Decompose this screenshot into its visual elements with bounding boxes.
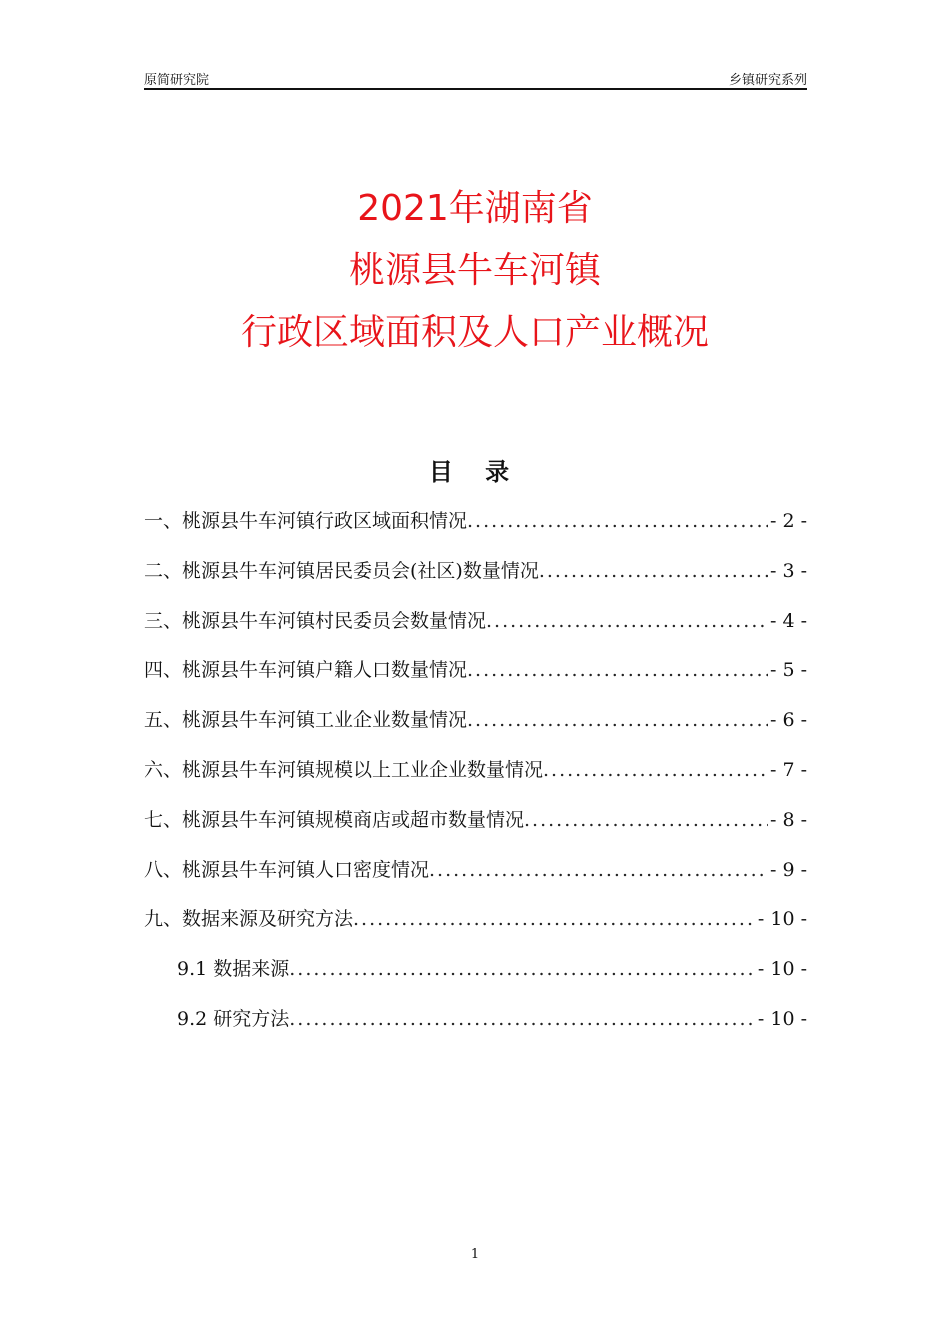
dot-leader bbox=[467, 659, 768, 681]
toc-entry[interactable] bbox=[144, 606, 807, 656]
dot-leader bbox=[353, 908, 756, 930]
toc-page: - 4 - bbox=[769, 609, 807, 632]
toc-label: 九、数据来源及研究方法 bbox=[144, 908, 354, 931]
toc-page: - 10 - bbox=[757, 1007, 807, 1030]
toc-page: - 2 - bbox=[769, 510, 807, 532]
toc-label: 四、桃源县牛车河镇户籍人口数量情况 bbox=[144, 659, 468, 682]
toc-entry[interactable] bbox=[144, 556, 807, 606]
document-title bbox=[0, 178, 950, 364]
dot-leader bbox=[539, 560, 768, 582]
toc-entry[interactable] bbox=[144, 655, 807, 705]
toc-page: - 5 - bbox=[769, 659, 807, 682]
toc-label: 五、桃源县牛车河镇工业企业数量情况 bbox=[144, 709, 468, 732]
toc-page: - 9 - bbox=[769, 858, 807, 881]
toc-entry[interactable] bbox=[144, 805, 807, 855]
dot-leader bbox=[289, 1008, 756, 1030]
toc-label: 三、桃源县牛车河镇村民委员会数量情况 bbox=[144, 609, 487, 632]
dot-leader bbox=[543, 759, 768, 781]
toc-page: - 3 - bbox=[769, 559, 807, 582]
toc-entry[interactable] bbox=[144, 705, 807, 755]
toc-label: 八、桃源县牛车河镇人口密度情况 bbox=[144, 858, 430, 881]
header-left: 原简研究院 bbox=[144, 73, 210, 88]
toc-subentry[interactable] bbox=[144, 1004, 807, 1054]
table-of-contents bbox=[144, 506, 807, 1054]
toc-heading: 目 录 bbox=[428, 458, 522, 486]
title-line-2: 桃源县牛车河镇 bbox=[348, 250, 601, 291]
toc-page: - 6 - bbox=[769, 709, 807, 732]
toc-label: 二、桃源县牛车河镇居民委员会(社区)数量情况 bbox=[144, 559, 539, 582]
toc-label: 七、桃源县牛车河镇规模商店或超市数量情况 bbox=[144, 808, 525, 831]
toc-label: 一、桃源县牛车河镇行政区域面积情况 bbox=[144, 510, 468, 532]
toc-entry[interactable] bbox=[144, 904, 807, 954]
dot-leader bbox=[467, 510, 768, 532]
toc-entry[interactable] bbox=[144, 855, 807, 905]
dot-leader bbox=[289, 958, 756, 980]
page-header bbox=[144, 68, 807, 90]
toc-page: - 7 - bbox=[769, 758, 807, 781]
toc-subentry[interactable] bbox=[144, 954, 807, 1004]
toc-label: 9.1 数据来源 bbox=[177, 958, 290, 981]
toc-entry[interactable] bbox=[144, 506, 807, 556]
page-number: 1 bbox=[470, 1247, 480, 1262]
title-line-3: 行政区域面积及人口产业概况 bbox=[240, 312, 709, 353]
toc-entry[interactable] bbox=[144, 755, 807, 805]
toc-page: - 10 - bbox=[757, 958, 807, 981]
toc-label: 六、桃源县牛车河镇规模以上工业企业数量情况 bbox=[144, 758, 544, 781]
toc-label: 9.2 研究方法 bbox=[177, 1007, 290, 1030]
dot-leader bbox=[467, 709, 768, 731]
header-right: 乡镇研究系列 bbox=[728, 73, 807, 88]
toc-page: - 8 - bbox=[769, 808, 807, 831]
dot-leader bbox=[524, 809, 768, 831]
toc-page: - 10 - bbox=[757, 908, 807, 931]
title-line-1: 2021年湖南省 bbox=[357, 188, 593, 229]
dot-leader bbox=[486, 610, 768, 632]
dot-leader bbox=[429, 859, 768, 881]
